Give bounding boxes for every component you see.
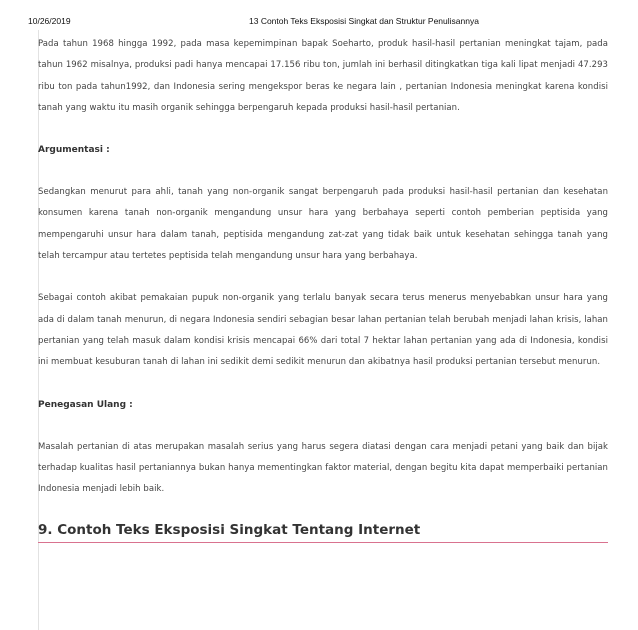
print-date: 10/26/2019 (28, 16, 71, 26)
paragraph-data-production: Pada tahun 1968 hingga 1992, pada masa kepemimpinan bapak Soeharto, produk hasil-hasil pertanian meningkat tajam, pada tahun 1962 misalnya, produksi padi hanya mencapai 17.156 ribu ton, jumlah ini berhasil ditingkatkan tiga kali lipat menjadi 47.293 ribu ton pada tahun1992, dan Indonesia sering mengekspor beras ke negara lain , pertanian Indonesia meningkat karena kondisi tanah yang waktu itu masih organik sehingga berpengaruh kepada produksi hasil-hasil pertanian. (38, 39, 608, 113)
section-label-penegasan: Penegasan Ulang : (38, 399, 133, 410)
heading-underline (38, 542, 608, 543)
paragraph-argument-expert: Sedangkan menurut para ahli, tanah yang non-organik sangat berpengaruh pada produksi hasil-hasil pertanian dan kesehatan konsumen karena tanah non-organik mengandung unsur hara yang berbahaya seperti contoh pemberian peptisida yang mempengaruhi unsur hara dalam tanah, peptisida mengandung zat-zat yang tidak baik untuk kesehatan sehingga tanah yang telah tercampur atau tertetes peptisida telah mengandung unsur hara yang berbahaya. (38, 187, 608, 262)
paragraph-reaffirmation: Masalah pertanian di atas merupakan masalah serius yang harus segera diatasi dengan cara menjadi petani yang baik dan bijak terhadap kualitas hasil pertaniannya bukan hanya mementingkan faktor material, dengan begitu kita dapat memperbaiki pertanian Indonesia menjadi lebih baik. (38, 441, 608, 495)
spacer (38, 500, 608, 518)
section-heading: 9. Contoh Teks Eksposisi Singkat Tentang Internet (38, 522, 421, 539)
article-content (38, 34, 608, 543)
paragraph-argument-example: Sebagai contoh akibat pemakaian pupuk non-organik yang terlalu banyak secara terus menerus menyebabkan unsur hara yang ada di dalam tanah menurun, di negara Indonesia sendiri sebagian besar lahan pertanian telah berubah menjadi lahan krisis, lahan pertanian yang telah masuk dalam kondisi krisis mencapai 66% dari total 7 hektar lahan pertanian yang ada di Indonesia, kondisi ini membuat kesuburan tanah di lahan ini sedikit demi sedikit menurun dan akibatnya hasil produksi pertanian tersebut menurun. (38, 293, 608, 368)
print-title: 13 Contoh Teks Eksposisi Singkat dan Struktur Penulisannya (249, 16, 479, 26)
spacer (38, 267, 608, 288)
spacer (38, 119, 608, 140)
spacer (38, 161, 608, 182)
print-header (0, 16, 638, 30)
spacer (38, 374, 608, 395)
section-label-argumentasi: Argumentasi : (38, 145, 110, 156)
spacer (38, 416, 608, 437)
